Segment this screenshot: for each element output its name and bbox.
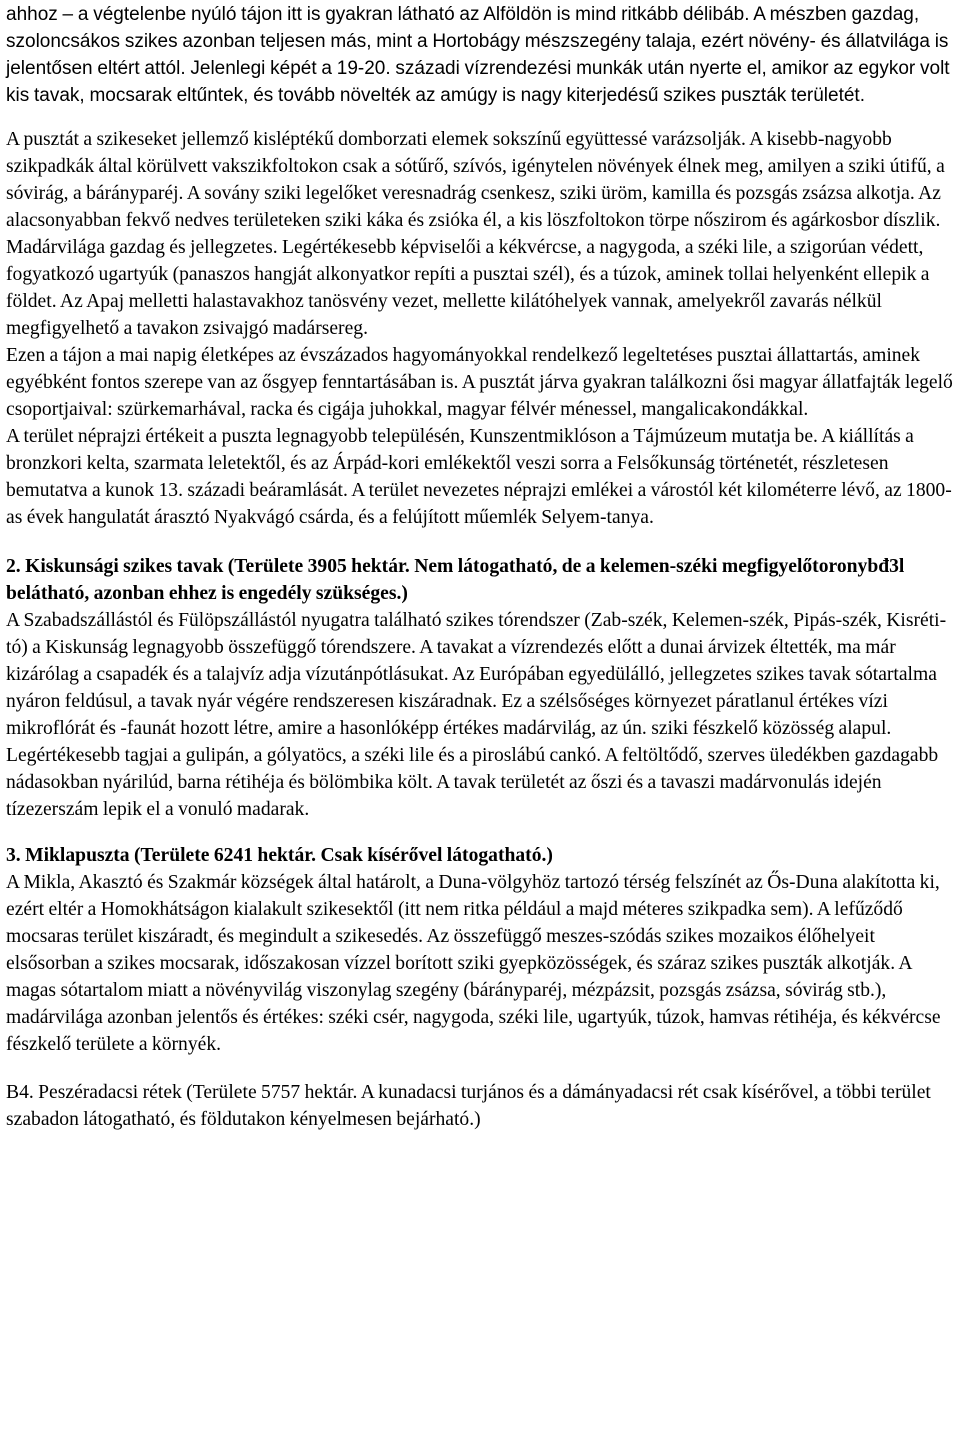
intro-paragraph: ahhoz – a végtelenbe nyúló tájon itt is gyakran látható az Alföldön is mind ritkább délibáb. A mészben gazdag, szoloncsákos szikes azonban teljesen más, mint a Hortobágy mészszegény talaja, ezért növény- és állatvilága is jelentősen eltért attól. Jelenlegi képét a 19-20. századi vízrendezési munkák után nyerte el, amikor az egykor volt kis tavak, mocsarak eltűntek, és tovább növelték az amúgy is nagy kiterjedésű szikes puszták területét. [6,4,950,106]
spacer [6,531,956,553]
section3-heading: 3. Miklapuszta (Területe 6241 hektár. Csak kísérővel látogatható.) [6,845,553,866]
section4-paragraph: B4. Peszéradacsi rétek (Területe 5757 hektár. A kunadacsi turjános és a dámányadacsi rét csak kísérővel, a többi terület szabadon látogatható, és földutakon kényelmesen bejárható.) [6,1082,931,1130]
document-page [6,0,956,1133]
section3-body: A Mikla, Akasztó és Szakmár községek által határolt, a Duna-völgyhöz tartozó térség felszínét az Ős-Duna alakította ki, ezért eltér a Homokhátságon kialakult szikesektől (itt nem ritka például a majd méteres szikpadka sem). A lefűződő mocsaras terület kiszáradt, és megindult a szikesedés. Az összefüggő meszes-szódás szikes mozaikos élőhelyeit elsősorban a szikes mocsarak, időszakosan vízzel borított sziki gyepközösségek, és száraz szikes puszták alkotják. A magas sótartalom miatt a növényvilág viszonylag szegény (bárányparéj, mézpázsit, pozsgás zsázsa, sóvirág stb.), madárvilága azonban jelentős és értékes: széki csér, nagygoda, széki lile, ugartyúk, túzok, hamvas rétihéja, és kékvércse fészkelő területe a környék. [6,872,941,1055]
section2-body: A Szabadszállástól és Fülöpszállástól nyugatra található szikes tórendszer (Zab-szék, Kelemen-szék, Pipás-szék, Kisréti-tó) a Kiskunság legnagyobb összefüggő tórendszere. A tavakat a vízrendezés előtt a dunai árvizek éltették, ma már kizárólag a csapadék és a talajvíz adja vízutánpótlásukat. Az Európában egyedülálló, jellegzetes szikes tavak sótartalma nyáron feldúsul, a tavak nyár végére rendszeresen kiszáradnak. Ez a szélsőséges környezet páratlanul értékes vízi mikroflórát és -faunát hozott létre, amire a hasonlóképp értékes madárvilág, az ún. sziki fészkelő közösség alapul. Legértékesebb tagjai a gulipán, a gólyatöcs, a széki lile és a piroslábú cankó. A feltöltődő, szerves üledékben gazdagabb nádasokban nyárilúd, barna rétihéja és bölömbika költ. A tavak területét az őszi és a tavaszi madárvonulás idején tízezerszám lepik el a vonuló madarak. [6,610,947,820]
section1-paragraph-1: A pusztát a szikeseket jellemző kisléptékű domborzati elemek sokszínű együttessé varázsolják. A kisebb-nagyobb szikpadkák által körülvett vakszikfoltokon csak a sótűrő, szívós, igénytelen növények élnek meg, amilyen a sziki útifű, a sóvirág, a bárányparéj. A sovány sziki legelőket veresnadrág csenkesz, sziki üröm, kamilla és pozsgás zsázsa alkotja. Az alacsonyabban fekvő nedves területeken sziki káka és zsióka él, a kis löszfoltokon törpe nőszirom és agárkosbor díszlik. Madárvilága gazdag és jellegzetes. Legértékesebb képviselői a kékvércse, a nagygoda, a széki lile, a szigorúan védett, fogyatkozó ugartyúk (panaszos hangját alkonyatkor repíti a pusztai szél), és a túzok, aminek tollai helyenként ellepik a földet. Az Apaj melletti halastavakhoz tanösvény vezet, mellette kilátóhelyek vannak, amelyekről zavarás nélkül megfigyelhető a tavakon zsivajgó madársereg. [6,129,945,339]
spacer [6,109,956,126]
section2-heading: 2. Kiskunsági szikes tavak (Területe 3905 hektár. Nem látogatható, de a kelemen-széki megfigyelőtoronybđ3l belátható, azonban ehhez is engedély szükséges.) [6,556,905,604]
spacer [6,823,956,842]
section1-paragraph-2: Ezen a tájon a mai napig életképes az évszázados hagyományokkal rendelkező legeltetéses pusztai állattartás, aminek egyébként fontos szerepe van az ősgyep fenntartásában is. A pusztát járva gyakran találkozni ősi magyar állatfajták legelő csoportjaival: szürkemarhával, racka és cigája juhokkal, magyar félvér ménessel, mangalicakondákkal. [6,345,953,420]
spacer [6,1058,956,1079]
section1-paragraph-3: A terület néprajzi értékeit a puszta legnagyobb településén, Kunszentmiklóson a Tájmúzeum mutatja be. A kiállítás a bronzkori kelta, szarmata leletektől, és az Árpád-kori emlékektől veszi sorra a Felsőkunság történetét, részletesen bemutatva a kunok 13. századi beáramlását. A terület nevezetes néprajzi emlékei a várostól két kilométerre lévő, az 1800-as évek hangulatát árasztó Nyakvágó csárda, és a felújított műemlék Selyem-tanya. [6,426,952,528]
